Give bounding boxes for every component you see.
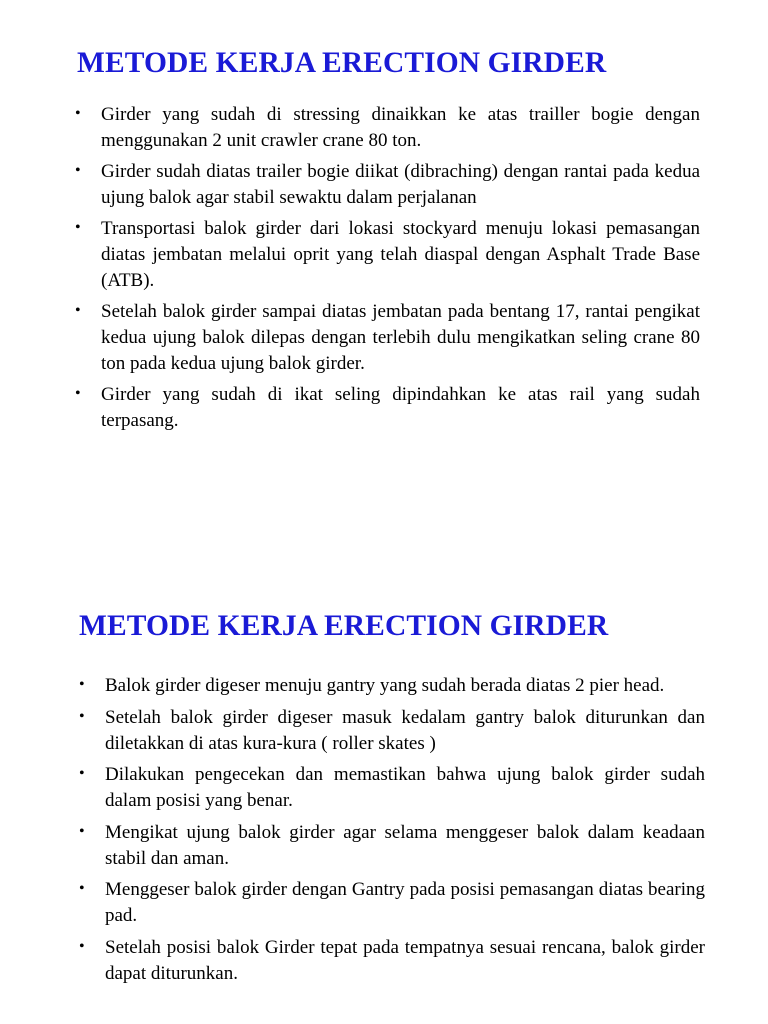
bullet-text: Dilakukan pengecekan dan memastikan bahwa ujung balok girder sudah dalam posisi yang benar. — [105, 764, 705, 811]
bullet-text: Girder yang sudah di stressing dinaikkan ke atas trailler bogie dengan menggunakan 2 unit crawler crane 80 ton. — [101, 104, 700, 151]
bullet-text: Setelah balok girder sampai diatas jembatan pada bentang 17, rantai pengikat kedua ujung balok dilepas dengan terlebih dulu mengikatkan seling crane 80 ton pada kedua ujung balok girder. — [101, 301, 700, 374]
bullet-item — [79, 877, 705, 929]
bullet-item — [75, 216, 700, 294]
bullet-text: Balok girder digeser menuju gantry yang sudah berada diatas 2 pier head. — [105, 675, 665, 696]
bullet-item — [79, 820, 705, 872]
slide-title: METODE KERJA ERECTION GIRDER — [79, 610, 609, 642]
bullet-icon: • — [79, 765, 85, 782]
bullet-list — [79, 673, 705, 992]
bullet-icon: • — [75, 385, 81, 402]
bullet-icon: • — [75, 105, 81, 122]
bullet-item — [79, 762, 705, 814]
bullet-icon: • — [79, 676, 85, 693]
bullet-text: Setelah posisi balok Girder tepat pada tempatnya sesuai rencana, balok girder dapat diturunkan. — [105, 936, 705, 984]
bullet-icon: • — [75, 219, 81, 236]
bullet-item — [75, 382, 700, 434]
bullet-item — [79, 935, 705, 987]
slide-title: METODE KERJA ERECTION GIRDER — [77, 47, 607, 79]
bullet-icon: • — [75, 162, 81, 179]
bullet-item — [75, 102, 700, 154]
bullet-icon: • — [75, 302, 81, 319]
bullet-icon: • — [79, 707, 85, 725]
bullet-icon: • — [79, 880, 85, 897]
bullet-icon: • — [79, 937, 85, 955]
bullet-text: Girder sudah diatas trailer bogie diikat (dibraching) dengan rantai pada kedua ujung balok agar stabil sewaktu dalam perjalanan — [101, 161, 700, 208]
bullet-item — [79, 673, 705, 699]
bullet-list — [75, 102, 700, 439]
bullet-text: Transportasi balok girder dari lokasi stockyard menuju lokasi pemasangan diatas jembatan melalui oprit yang telah diaspal dengan Asphalt Trade Base (ATB). — [101, 218, 700, 291]
bullet-icon: • — [79, 822, 85, 840]
bullet-item — [79, 705, 705, 757]
bullet-text: Menggeser balok girder dengan Gantry pada posisi pemasangan diatas bearing pad. — [105, 879, 705, 926]
bullet-item — [75, 159, 700, 211]
bullet-item — [75, 299, 700, 377]
slide-2 — [0, 560, 768, 1024]
bullet-text: Mengikat ujung balok girder agar selama menggeser balok dalam keadaan stabil dan aman. — [105, 821, 705, 869]
bullet-text: Setelah balok girder digeser masuk kedalam gantry balok diturunkan dan diletakkan di atas kura-kura ( roller skates ) — [105, 706, 705, 754]
bullet-text: Girder yang sudah di ikat seling dipindahkan ke atas rail yang sudah terpasang. — [101, 384, 700, 431]
